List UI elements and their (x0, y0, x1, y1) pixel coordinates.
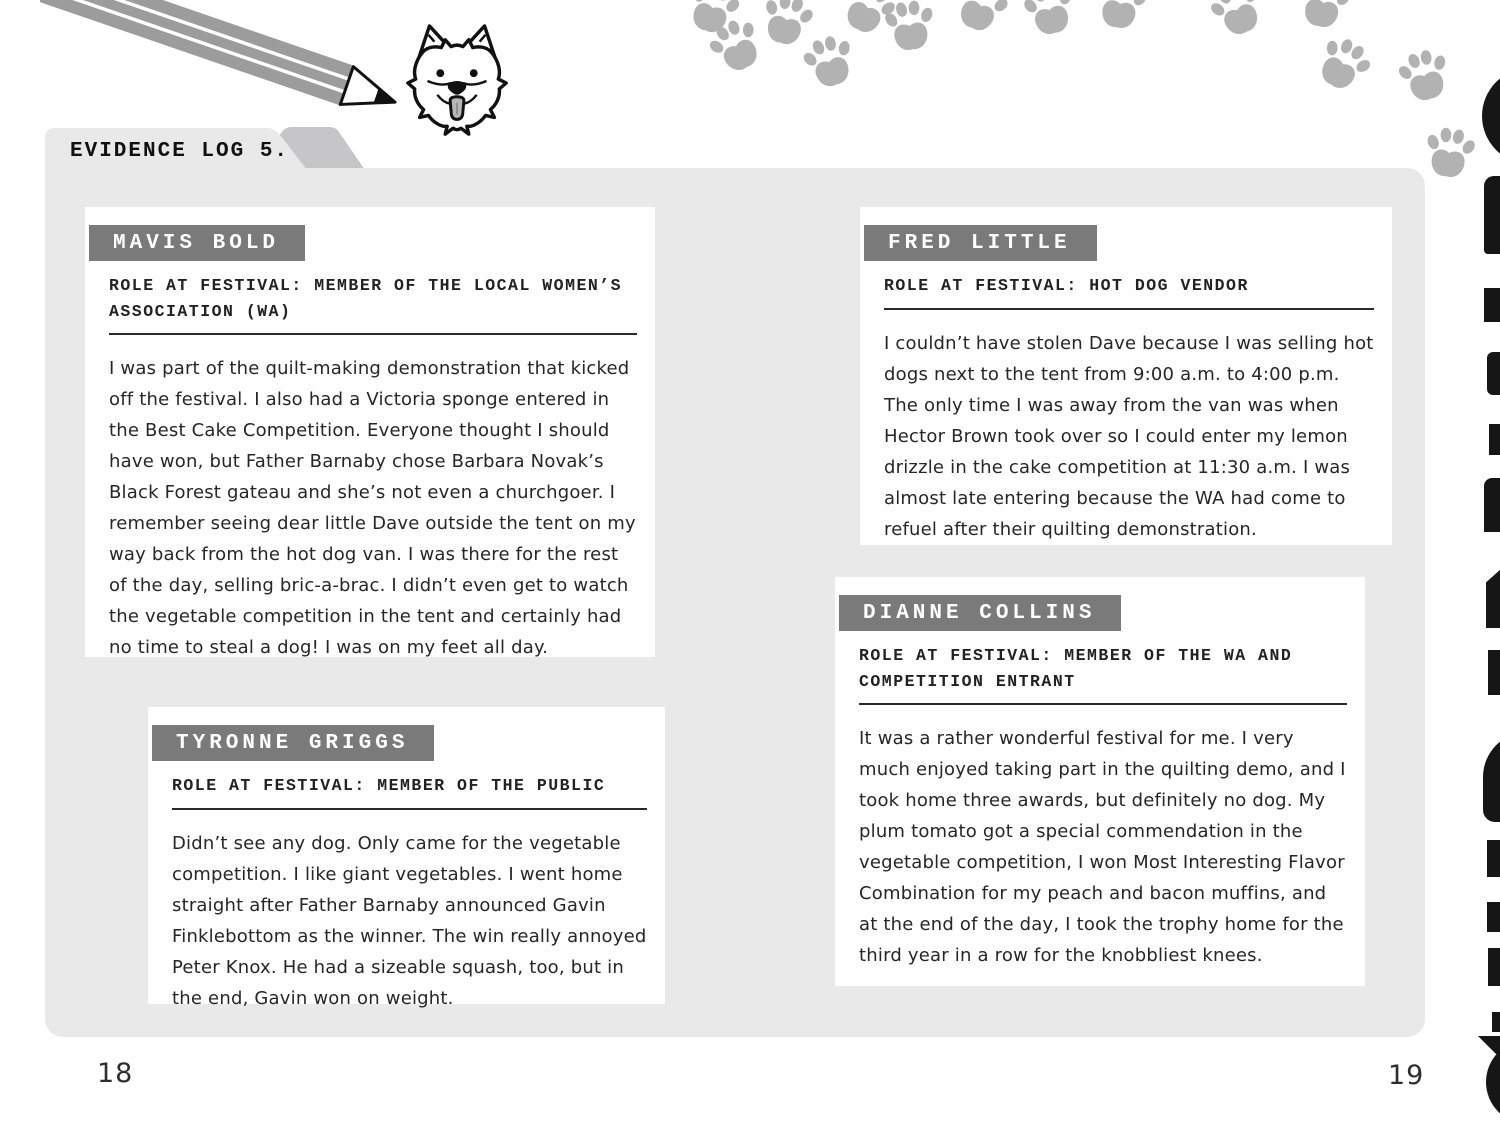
witness-card-tyronne-griggs (148, 707, 665, 1009)
paw-print-icon (875, 0, 945, 63)
witness-name-badge: FRED LITTLE (864, 225, 1097, 261)
edge-art-fragment (1488, 650, 1500, 695)
paw-print-icon (1300, 24, 1385, 109)
edge-art-fragment (1487, 840, 1500, 877)
edge-art-fragment (1487, 352, 1500, 395)
witness-role: ROLE AT FESTIVAL: MEMBER OF THE LOCAL WOMEN’S ASSOCIATION (WA) (109, 273, 637, 335)
witness-card-dianne-collins (835, 577, 1365, 986)
edge-art-fragment (1492, 1012, 1500, 1032)
witness-statement: I couldn’t have stolen Dave because I was selling hot dogs next to the tent from 9:00 a.m. to 4:00 p.m. The only time I was away from the van was when Hector Brown took over so I could enter my lemon drizzle in the cake competition at 11:30 a.m. I was almost late entering because the WA had come to refuel after their quilting demonstration. (884, 332, 1374, 540)
evidence-log-title: EVIDENCE LOG 5. (70, 140, 290, 163)
witness-card-mavis-bold (85, 207, 655, 657)
witness-statement: I was part of the quilt-making demonstration that kicked off the festival. I also had a Victoria sponge entered in the Best Cake Competition. Everyone thought I should have won, but Father Barnaby chose Barbara Novak’s Black Forest gateau and she’s not even a churchgoer. I remember seeing dear little Dave outside the tent on my way back from the hot dog van. I was there for the rest of the day, selling bric-a-brac. I didn’t even get to watch the vegetable competition in the tent and certainly had no time to steal a dog! I was on my feet all day. (109, 358, 636, 659)
paw-print-icon (1414, 120, 1484, 190)
terrier-dog-icon (398, 22, 516, 144)
witness-statement: It was a rather wonderful festival for me. I very much enjoyed taking part in the quilting demo, and I took home three awards, but definitely no dog. My plum tomato got a special commendation in the vegetable competition, I won Most Interesting Flavor Combination for my peach and bacon muffins, and at the end of the day, I took the trophy home for the third year in a row for the knobbliest knees. (859, 728, 1346, 967)
witness-name-badge: MAVIS BOLD (89, 225, 305, 261)
edge-art-fragment (1489, 424, 1500, 455)
edge-art-fragment (1482, 68, 1500, 164)
witness-role: ROLE AT FESTIVAL: MEMBER OF THE WA AND COMPETITION ENTRANT (859, 643, 1347, 705)
edge-art-fragment (1487, 902, 1500, 932)
witness-name-badge: TYRONNE GRIGGS (152, 725, 434, 761)
page-number-left: 18 (97, 1058, 134, 1089)
paw-print-icon (1197, 0, 1279, 53)
page-number-right: 19 (1388, 1060, 1425, 1091)
edge-art-fragment (1486, 552, 1500, 628)
witness-role: ROLE AT FESTIVAL: HOT DOG VENDOR (884, 273, 1374, 310)
edge-art-fragment (1484, 288, 1500, 322)
witness-card-fred-little (860, 207, 1392, 545)
witness-name-badge: DIANNE COLLINS (839, 595, 1121, 631)
paw-print-icon (1387, 40, 1464, 117)
edge-art-fragment (1484, 478, 1500, 532)
witness-statement: Didn’t see any dog. Only came for the vegetable competition. I like giant vegetables. I went home straight after Father Barnaby announced Gavin Finklebottom as the winner. The win really annoyed Peter Knox. He had a sizeable squash, too, but in the end, Gavin won on weight. (172, 832, 647, 1009)
edge-art-fragment (1486, 1040, 1500, 1124)
paw-print-icon (940, 0, 1021, 48)
edge-art-fragment (1488, 948, 1500, 986)
edge-art-fragment (1484, 176, 1500, 254)
paw-print-icon (1084, 0, 1156, 42)
edge-art-fragment (1483, 732, 1500, 822)
witness-role: ROLE AT FESTIVAL: MEMBER OF THE PUBLIC (172, 773, 647, 810)
paw-print-icon (1012, 0, 1087, 50)
